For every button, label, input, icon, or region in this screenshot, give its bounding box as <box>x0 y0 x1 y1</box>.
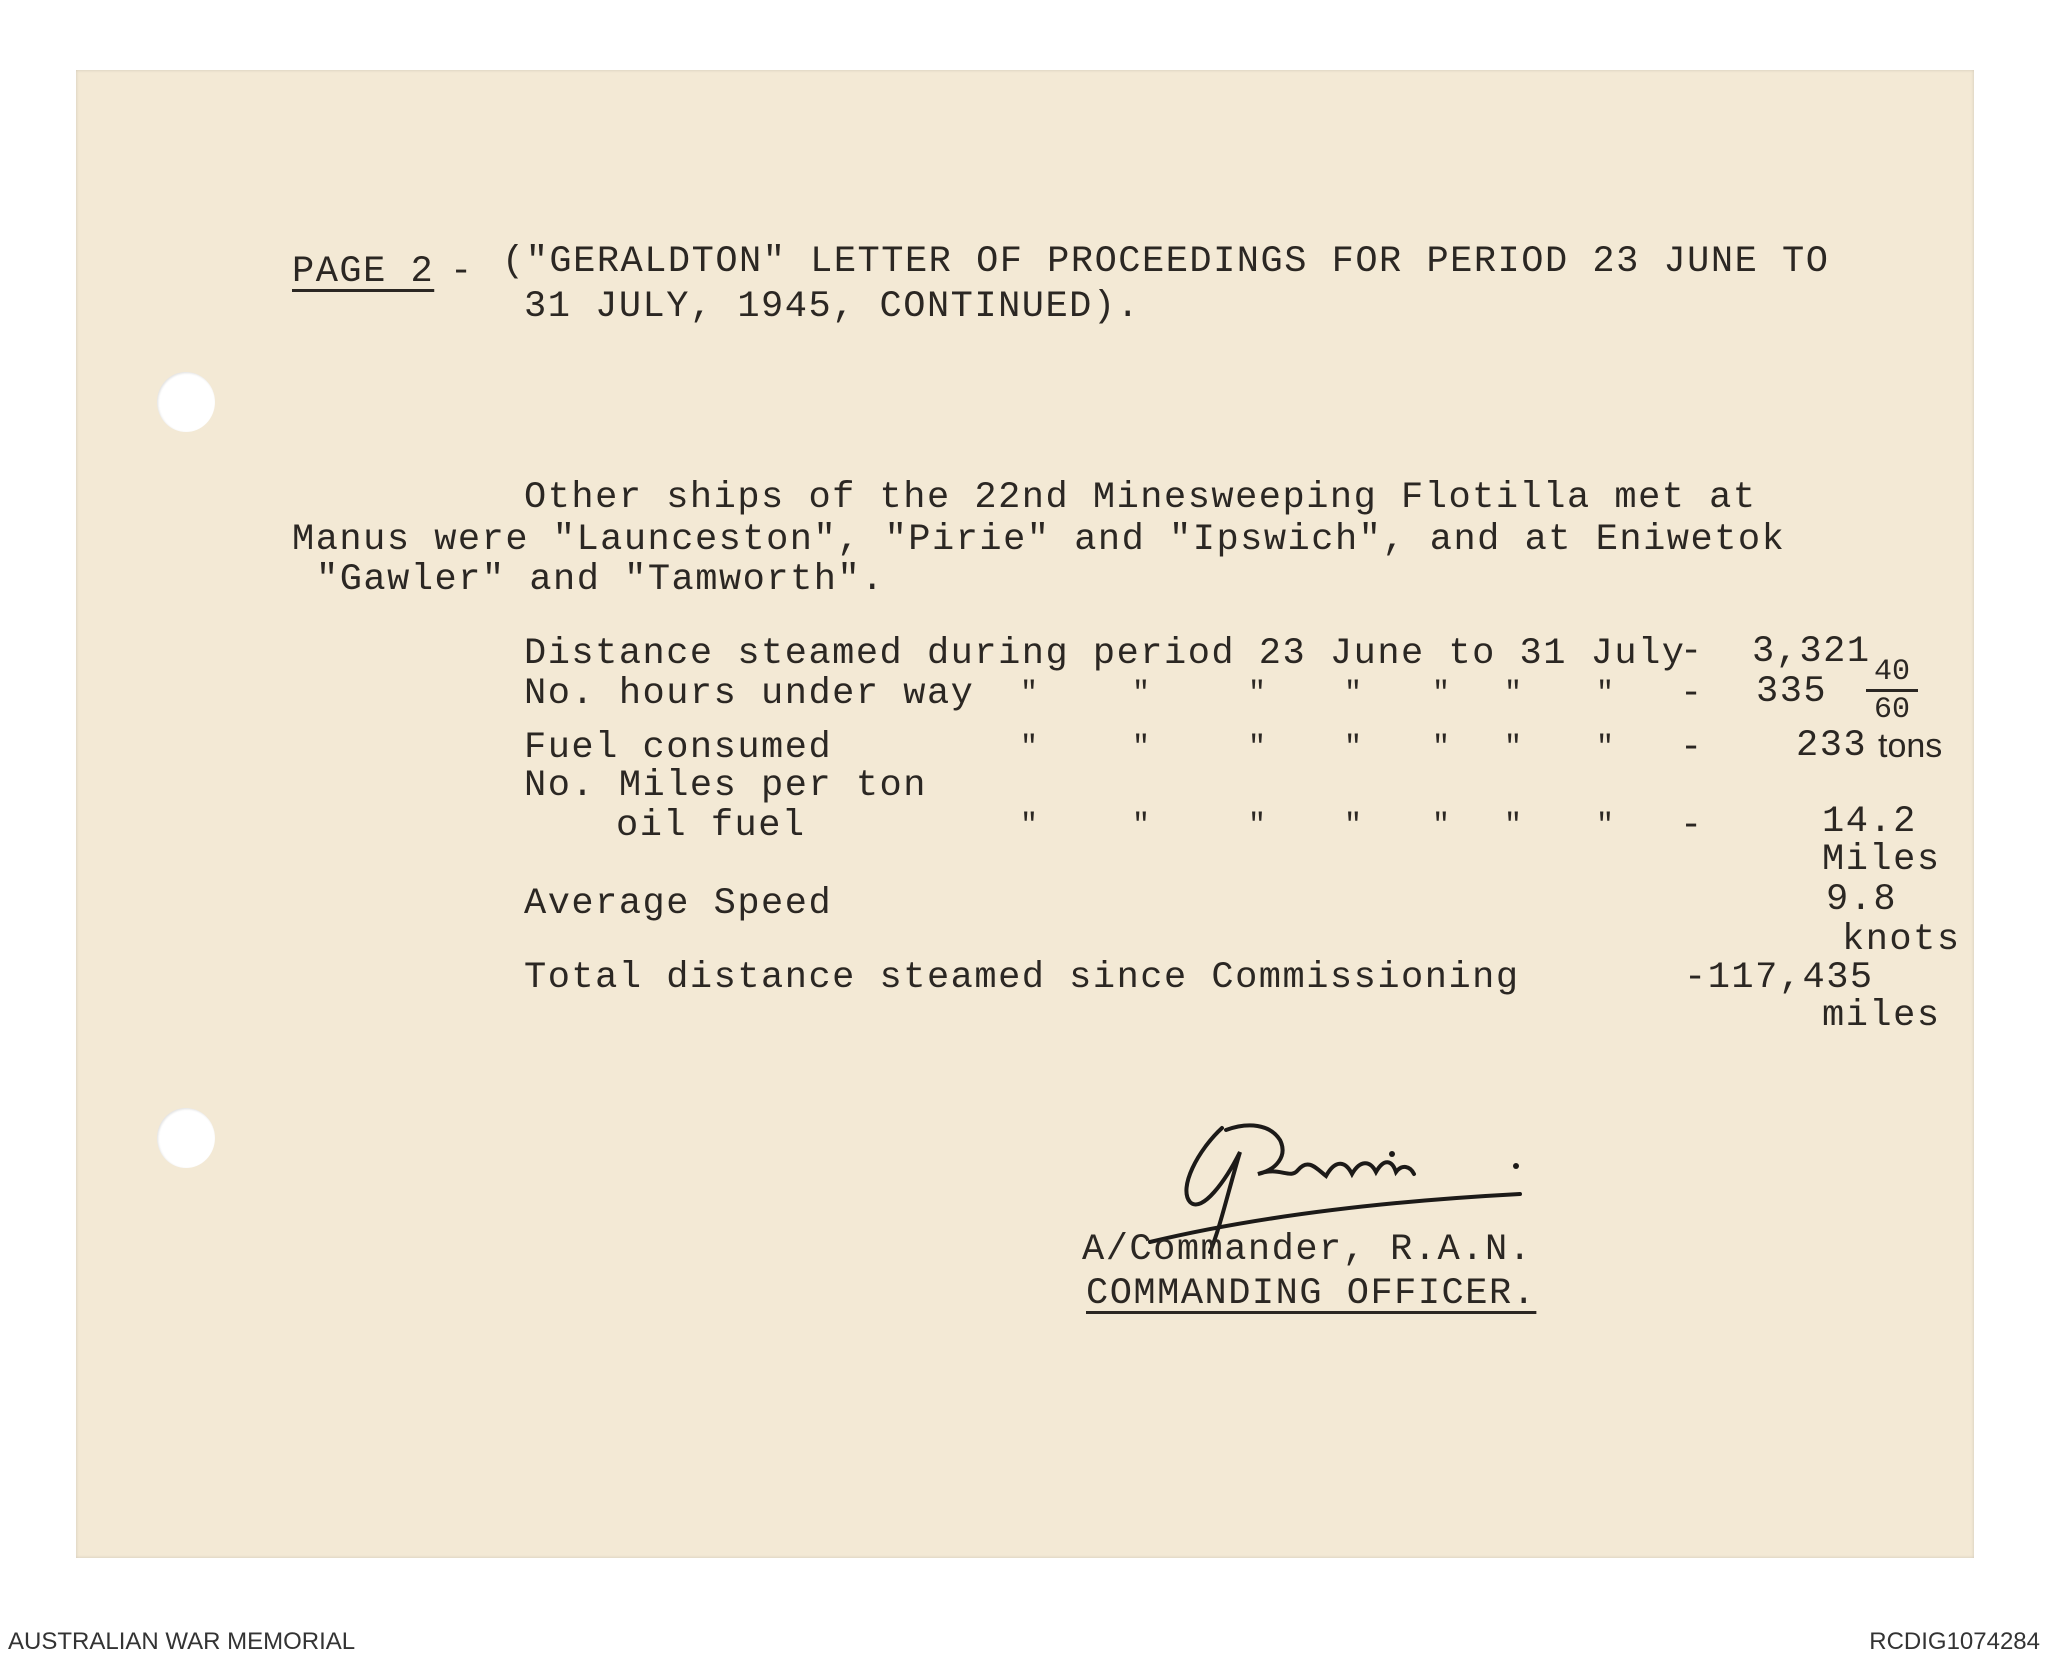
fuel-ditto-2: " <box>1132 731 1151 765</box>
page-label: PAGE 2 <box>292 251 435 293</box>
miles-ditto-7: " <box>1596 809 1615 843</box>
paragraph-line3: "Gawler" and "Tamworth". <box>316 559 885 601</box>
archive-reference: RCDIG1074284 <box>1869 1628 2040 1655</box>
miles-value: 14.2 <box>1822 801 1917 843</box>
hours-label: No. hours under way <box>524 673 975 715</box>
hours-ditto-7: " <box>1596 677 1615 711</box>
fuel-ditto-6: " <box>1504 731 1523 765</box>
distance-value: 3,321 <box>1752 631 1871 673</box>
punch-hole-bottom <box>157 1108 215 1168</box>
paragraph-line1: Other ships of the 22nd Minesweeping Flotilla met at <box>524 477 1757 519</box>
miles-unit: Miles <box>1822 839 1941 881</box>
miles-dash: - <box>1680 805 1704 847</box>
speed-unit: knots <box>1842 919 1961 961</box>
speed-value: 9.8 <box>1826 879 1898 921</box>
fuel-ditto-7: " <box>1596 731 1615 765</box>
fuel-value: 233 <box>1796 725 1868 767</box>
hours-ditto-5: " <box>1432 677 1451 711</box>
hours-ditto-2: " <box>1132 677 1151 711</box>
page-label-dash: - <box>450 251 474 293</box>
hours-fraction-bar <box>1866 689 1918 692</box>
miles-ditto-5: " <box>1432 809 1451 843</box>
fuel-ditto-5: " <box>1432 731 1451 765</box>
fuel-ditto-4: " <box>1344 731 1363 765</box>
signatory-role: COMMANDING OFFICER. <box>1086 1273 1537 1315</box>
hours-fraction-denominator: 60 <box>1873 693 1910 727</box>
total-value: -117,435 <box>1684 957 1874 999</box>
fuel-label: Fuel consumed <box>524 727 833 769</box>
fuel-ditto-3: " <box>1248 731 1267 765</box>
hours-ditto-6: " <box>1504 677 1523 711</box>
miles-ditto-1: " <box>1020 809 1039 843</box>
miles-ditto-3: " <box>1248 809 1267 843</box>
header-title-line2: 31 JULY, 1945, CONTINUED). <box>524 286 1141 328</box>
total-label: Total distance steamed since Commissioning <box>524 957 1520 999</box>
hours-dash: - <box>1680 673 1704 715</box>
miles-ditto-4: " <box>1344 809 1363 843</box>
miles-ditto-6: " <box>1504 809 1523 843</box>
total-unit: miles <box>1822 995 1941 1037</box>
hours-value: 335 <box>1756 671 1828 713</box>
punch-hole-top <box>157 372 215 432</box>
archive-source: AUSTRALIAN WAR MEMORIAL <box>8 1628 356 1655</box>
miles-ditto-2: " <box>1132 809 1151 843</box>
hours-ditto-4: " <box>1344 677 1363 711</box>
hours-ditto-3: " <box>1248 677 1267 711</box>
fuel-unit: tons <box>1878 727 1943 765</box>
distance-label: Distance steamed during period 23 June to 31 July <box>524 633 1686 675</box>
fuel-dash: - <box>1680 727 1704 769</box>
header-title-line1: ("GERALDTON" LETTER OF PROCEEDINGS FOR PERIOD 23 JUNE TO <box>502 241 1830 283</box>
speed-label: Average Speed <box>524 883 833 925</box>
hours-ditto-1: " <box>1020 677 1039 711</box>
paragraph-line2: Manus were "Launceston", "Pirie" and "Ipswich", and at Eniwetok <box>292 519 1786 561</box>
miles-label-line2: oil fuel <box>616 805 806 847</box>
hours-fraction-numerator: 40 <box>1873 655 1910 689</box>
distance-dash: - <box>1680 631 1704 673</box>
miles-label-line1: No. Miles per ton <box>524 765 927 807</box>
signatory-rank: A/Commander, R.A.N. <box>1082 1229 1533 1271</box>
fuel-ditto-1: " <box>1020 731 1039 765</box>
